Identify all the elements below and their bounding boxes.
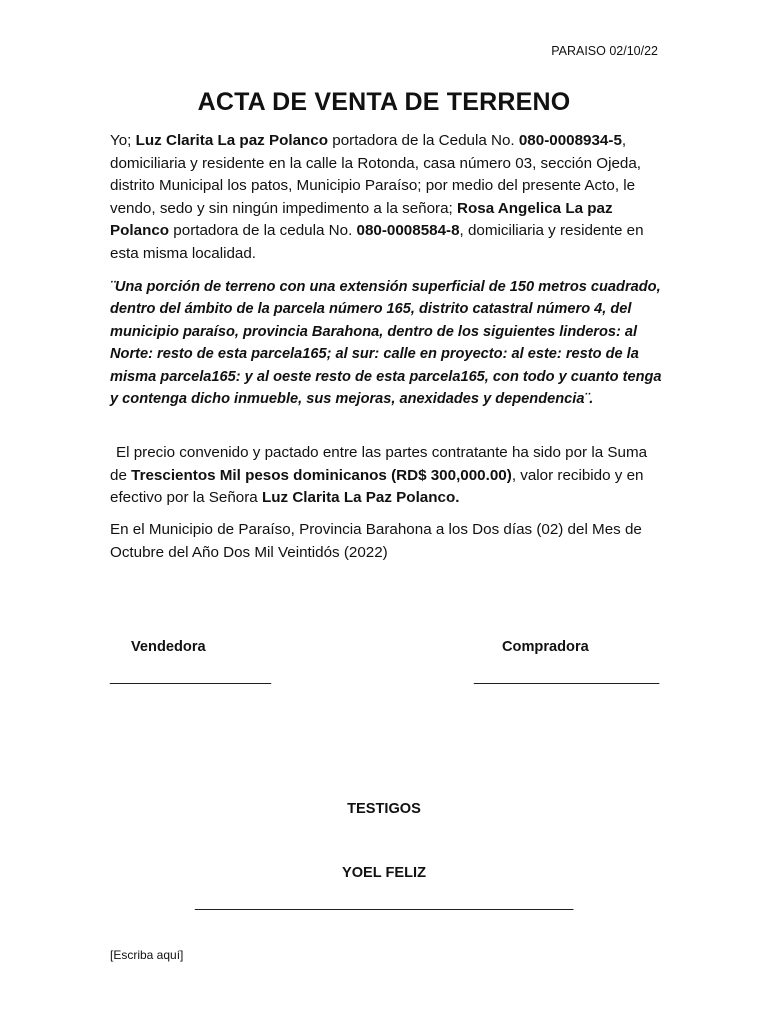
witness-name: YOEL FELIZ [341,865,427,881]
document-title: ACTA DE VENTA DE TERRENO [197,88,571,116]
witness-signature-line: _______________________________________________ [195,894,573,911]
payer-name: Luz Clarita La Paz Polanco. [261,489,460,507]
p1-text-4: portadora de la cedula No. [169,222,357,240]
p1-text-5: , domiciliaria y residente en esta misma localidad. [110,222,644,262]
p3-text-2: , valor recibido y en efectivo por la Señora [110,466,644,507]
header-date: PARAISO 02/10/22 [551,44,658,58]
buyer-signature-label: Compradora [502,639,589,655]
buyer-id: 080-0008584-8 [356,222,460,240]
price-amount: Trescientos Mil pesos dominicanos (RD$ 300,000.00) [131,466,512,484]
p1-text-1: Yo; [110,132,136,149]
paragraph-place-date: En el Municipio de Paraíso, Provincia Barahona a los Dos días (02) del Mes de Octubre del Año Dos Mil Veintidós (2022) [110,521,642,561]
seller-name: Luz Clarita La paz Polanco [135,132,329,149]
seller-id: 080-0008934-5 [518,132,622,149]
witnesses-label: TESTIGOS [347,801,421,817]
seller-signature-label: Vendedora [131,639,206,655]
paragraph-price [110,442,662,510]
p1-text-2: portadora de la Cedula No. [328,132,519,149]
seller-signature-line: ____________________ [110,668,271,685]
paragraph-parties [110,130,662,266]
p1-text-3: , domiciliaria y residente en la calle la Rotonda, casa número 03, sección Ojeda, distrito Municipal los patos, Municipio Paraíso; por medio del presente Acto, le vendo, sedo y sin ningún impedimento a la señora; [110,132,642,217]
buyer-signature-line: _______________________ [474,668,659,685]
footer-placeholder[interactable]: [Escriba aquí] [110,948,184,962]
p3-text-1: El precio convenido y pactado entre las partes contratante ha sido por la Suma de [110,444,648,484]
paragraph-property-description: ¨Una porción de terreno con una extensión superficial de 150 metros cuadrado, dentro del ámbito de la parcela número 165, distrito catastral número 4, del municipio paraíso, provincia Barahona, dentro de los siguientes linderos: al Norte: resto de esta parcela165; al sur: calle en proyecto: al este: resto de la misma parcela165: y al oeste resto de esta parcela165, con todo y cuanto tenga y contenga dicho inmueble, sus mejoras, anexidades y dependencia¨. [110,279,662,408]
buyer-name: Rosa Angelica La paz Polanco [110,199,613,240]
